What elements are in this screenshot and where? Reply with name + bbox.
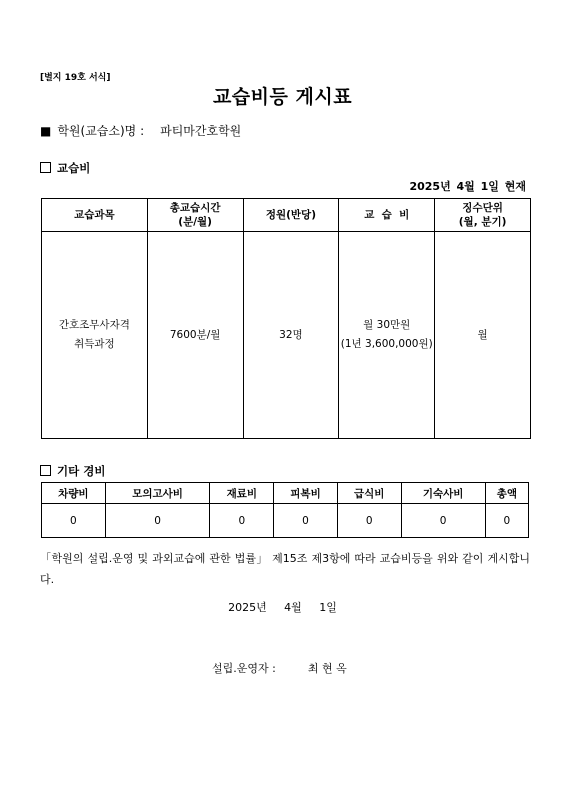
cell-course (42, 232, 148, 439)
header-total: 총액 (485, 483, 528, 504)
tuition-heading-text: 교습비 (57, 161, 91, 175)
page-title: 교습비등 게시표 (212, 86, 353, 108)
value-vehicle: 0 (42, 504, 106, 538)
academy-name-label: 학원(교습소)명 : (57, 124, 145, 138)
header-vehicle: 차량비 (42, 483, 106, 504)
value-mock-exam: 0 (105, 504, 210, 538)
tuition-data-row (42, 232, 531, 439)
operator-line (212, 660, 347, 676)
tuition-header-row (42, 199, 531, 232)
form-number: [별지 19호 서식] (40, 73, 111, 83)
other-costs-section-heading (40, 463, 105, 479)
header-course: 교습과목 (42, 199, 148, 232)
cell-course-line1: 간호조무사자격 (58, 319, 130, 331)
tuition-table (41, 198, 531, 439)
cell-total-hours: 7600분/월 (147, 232, 243, 439)
legal-notice: 「학원의 설립.운영 및 과외교습에 관한 법률」 제15조 제3항에 따라 교습비등을 위와 같이 게시합니다. (40, 552, 530, 586)
header-total-hours (147, 199, 243, 232)
academy-name-line (40, 122, 241, 139)
other-costs-value-row (42, 504, 529, 538)
header-billing-unit (435, 199, 531, 232)
header-materials: 재료비 (210, 483, 274, 504)
tuition-section-heading (40, 160, 90, 176)
header-mock-exam: 모의고사비 (105, 483, 210, 504)
other-costs-heading-text: 기타 경비 (57, 464, 106, 478)
academy-name-value: 파티마간호학원 (160, 124, 242, 138)
cell-fee-line2: (1년 3,600,000원) (340, 338, 433, 350)
as-of-date: 2025년 4월 1일 현재 (409, 180, 526, 193)
cell-billing-unit: 월 (435, 232, 531, 439)
header-billing-line2: (월, 분기) (458, 216, 507, 228)
cell-course-line2: 취득과정 (74, 338, 115, 350)
header-billing-line1: 징수단위 (462, 202, 503, 214)
square-bullet-icon: ■ (40, 124, 52, 138)
cell-fee (339, 232, 435, 439)
header-total-hours-line1: 총교습시간 (169, 202, 221, 214)
value-uniform: 0 (274, 504, 338, 538)
cell-fee-line1: 월 30만원 (363, 319, 411, 331)
value-meals: 0 (337, 504, 401, 538)
header-meals: 급식비 (337, 483, 401, 504)
other-costs-table (41, 482, 529, 538)
value-dormitory: 0 (401, 504, 485, 538)
operator-label: 설립.운영자 : (212, 662, 276, 675)
header-fee: 교 습 비 (339, 199, 435, 232)
header-uniform: 피복비 (274, 483, 338, 504)
header-dormitory: 기숙사비 (401, 483, 485, 504)
checkbox-square-icon (40, 465, 51, 476)
other-costs-header-row (42, 483, 529, 504)
value-total: 0 (485, 504, 528, 538)
operator-name: 최 현 옥 (307, 662, 347, 675)
signature-date: 2025년 4월 1일 (228, 601, 337, 614)
checkbox-square-icon (40, 162, 51, 173)
value-materials: 0 (210, 504, 274, 538)
header-total-hours-line2: (분/월) (178, 216, 212, 228)
header-capacity: 정원(반당) (243, 199, 339, 232)
cell-capacity: 32명 (243, 232, 339, 439)
